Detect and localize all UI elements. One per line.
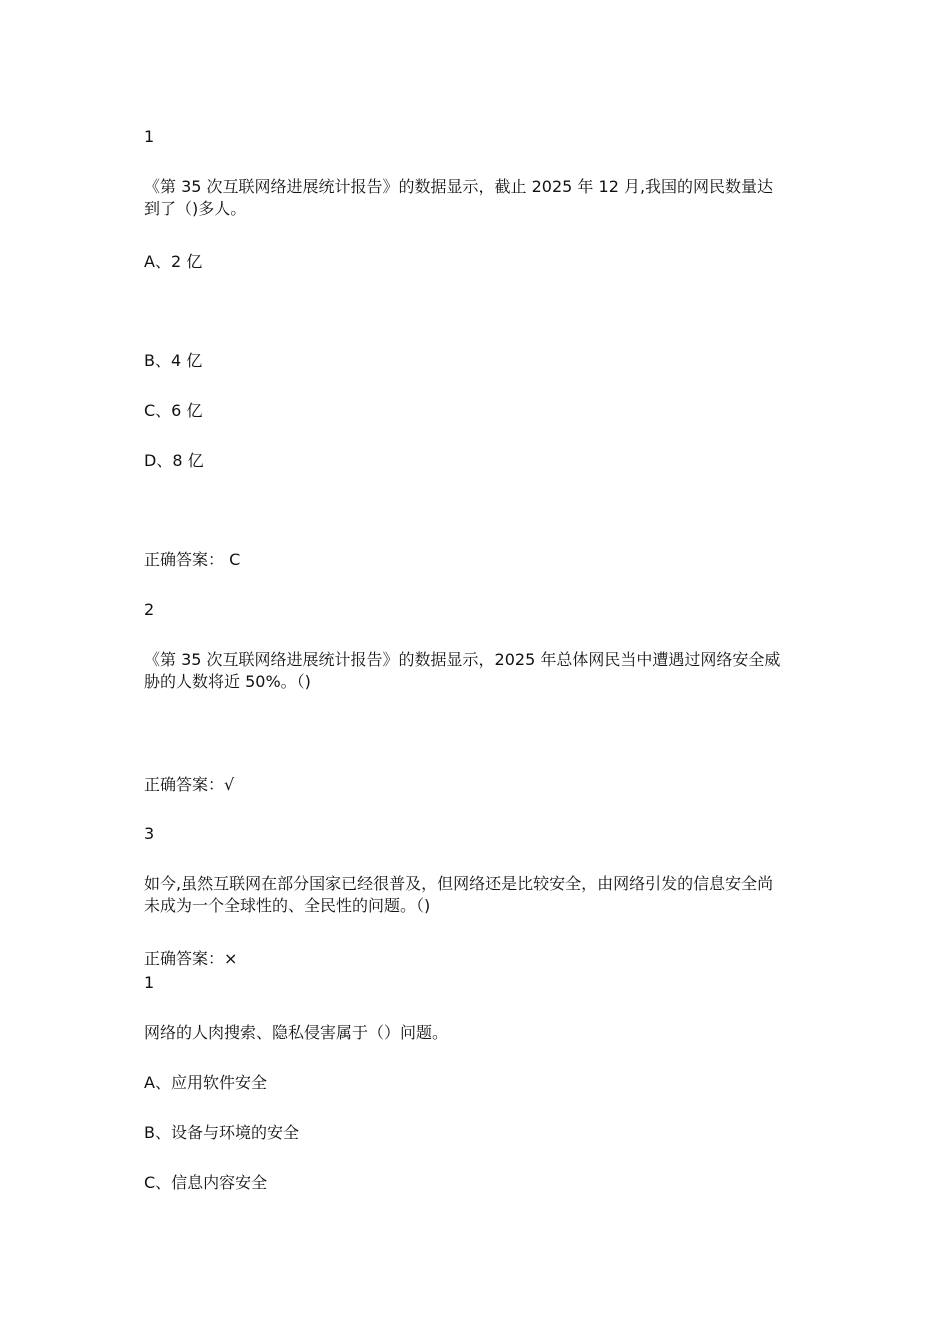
question-stem bbox=[144, 873, 814, 917]
question-number: 3 bbox=[144, 824, 155, 843]
question-number: 1 bbox=[144, 973, 155, 992]
correct-answer: 正确答案： C bbox=[144, 550, 241, 569]
option-a: A、应用软件安全 bbox=[144, 1073, 267, 1092]
question-stem-line: 到了（)多人。 bbox=[144, 199, 247, 218]
option-b: B、4 亿 bbox=[144, 351, 203, 370]
option-a: A、2 亿 bbox=[144, 252, 203, 271]
option-c: C、信息内容安全 bbox=[144, 1173, 268, 1192]
option-c: C、6 亿 bbox=[144, 401, 203, 420]
question-number: 2 bbox=[144, 600, 155, 619]
correct-answer: 正确答案：× bbox=[144, 949, 238, 968]
question-stem bbox=[144, 649, 814, 693]
question-stem-line: 未成为一个全球性的、全民性的问题。（) bbox=[144, 896, 431, 915]
question-stem-line: 《第 35 次互联网络进展统计报告》的数据显示，截止 2025 年 12 月,我国的网民数量达 bbox=[144, 177, 774, 196]
correct-answer: 正确答案：√ bbox=[144, 775, 235, 794]
question-stem-line: 胁的人数将近 50%。（) bbox=[144, 672, 311, 691]
option-b: B、设备与环境的安全 bbox=[144, 1123, 299, 1142]
question-stem-line: 如今,虽然互联网在部分国家已经很普及，但网络还是比较安全，由网络引发的信息安全尚 bbox=[144, 874, 774, 893]
option-d: D、8 亿 bbox=[144, 451, 204, 470]
question-number: 1 bbox=[144, 127, 155, 146]
question-stem: 网络的人肉搜索、隐私侵害属于（）问题。 bbox=[144, 1023, 449, 1042]
question-stem bbox=[144, 176, 814, 220]
question-stem-line: 《第 35 次互联网络进展统计报告》的数据显示，2025 年总体网民当中遭遇过网络安全威 bbox=[144, 650, 781, 669]
